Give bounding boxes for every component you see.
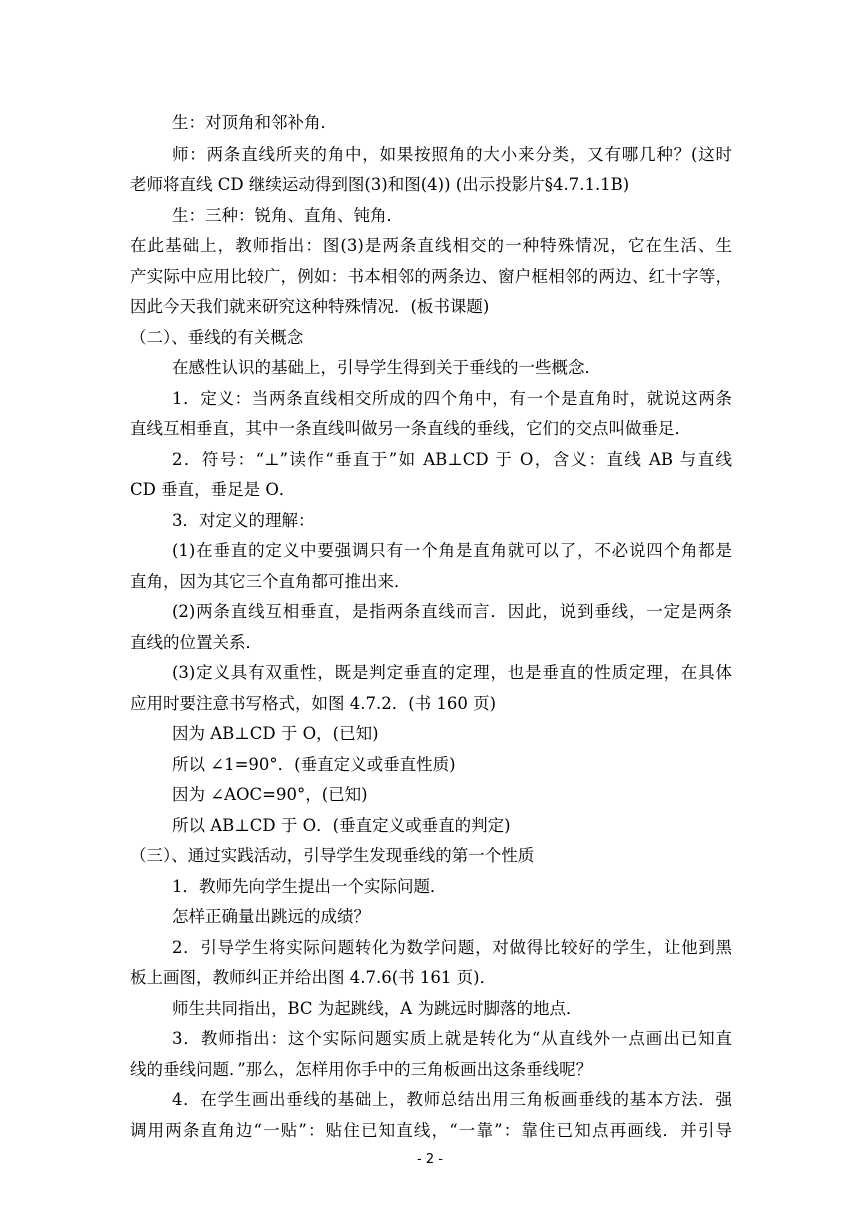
text-line: 直角，因为其它三个直角都可推出来． [130, 572, 411, 591]
text-line: 产实际中应用比较广，例如：书本相邻的两条边、窗户框相邻的两边、红十字等， [130, 267, 732, 286]
text-line: 师：两条直线所夹的角中，如果按照角的大小来分类，又有哪几种？(这时 [172, 145, 732, 164]
text-line: 师生共同指出，BC 为起跳线，A 为跳远时脚落的地点． [172, 999, 583, 1018]
text-line: 所以 AB⊥CD 于 O．(垂直定义或垂直的判定) [172, 816, 511, 835]
text-line: 在感性认识的基础上，引导学生得到关于垂线的一些概念． [172, 358, 601, 377]
text-line: 4．在学生画出垂线的基础上，教师总结出用三角板画垂线的基本方法．强 [172, 1090, 732, 1109]
text-line: 板上画图，教师纠正并给出图 4.7.6(书 161 页)． [130, 968, 497, 987]
text-line: 应用时要注意书写格式，如图 4.7.2．(书 160 页) [130, 694, 497, 713]
text-line: 怎样正确量出跳远的成绩？ [172, 907, 370, 926]
text-line: 因为 AB⊥CD 于 O，(已知) [172, 724, 379, 743]
text-line: (1)在垂直的定义中要强调只有一个角是直角就可以了，不必说四个角都是 [172, 541, 732, 560]
text-line: 在此基础上，教师指出：图(3)是两条直线相交的一种特殊情况，它在生活、生 [130, 236, 732, 255]
text-line: 3．对定义的理解： [172, 511, 315, 530]
text-line: (3)定义具有双重性，既是判定垂直的定理，也是垂直的性质定理，在具体 [172, 663, 732, 682]
text-line: 线的垂线问题．”那么，怎样用你手中的三角板画出这条垂线呢？ [130, 1060, 593, 1079]
text-line: 生：对顶角和邻补角． [172, 113, 337, 132]
text-line: CD 垂直，垂足是 O． [130, 480, 296, 499]
page-number: - 2 - [417, 1152, 443, 1167]
text-line: 3．教师指出：这个实际问题实质上就是转化为“从直线外一点画出已知直 [172, 1029, 732, 1048]
text-line: 生：三种：锐角、直角、钝角． [172, 206, 403, 225]
text-line: 因为 ∠AOC=90°，(已知) [172, 785, 368, 804]
text-line: 1．教师先向学生提出一个实际问题． [172, 877, 447, 896]
section-heading: （二）、垂线的有关概念 [130, 328, 304, 347]
text-line: 因此今天我们就来研究这种特殊情况．(板书课题) [130, 297, 490, 316]
section-heading: （三）、通过实践活动，引导学生发现垂线的第一个性质 [130, 846, 535, 865]
text-line: 老师将直线 CD 继续运动得到图(3)和图(4)) (出示投影片§4.7.1.1B) [130, 175, 630, 194]
text-line: 调用两条直角边“一贴”：贴住已知直线，“一靠”：靠住已知点再画线．并引导 [130, 1121, 732, 1140]
text-line: 2．符号：“⊥”读作“垂直于”如 AB⊥CD 于 O，含义：直线 AB 与直线 [172, 450, 732, 469]
text-line: 2．引导学生将实际问题转化为数学问题，对做得比较好的学生，让他到黑 [172, 938, 732, 957]
text-line: 直线的位置关系． [130, 633, 262, 652]
text-line: 直线互相垂直，其中一条直线叫做另一条直线的垂线，它们的交点叫做垂足． [130, 419, 691, 438]
text-line: 所以 ∠1=90°．(垂直定义或垂直性质) [172, 755, 456, 774]
text-line: 1．定义：当两条直线相交所成的四个角中，有一个是直角时，就说这两条 [172, 389, 732, 408]
text-line: (2)两条直线互相垂直，是指两条直线而言．因此，说到垂线，一定是两条 [172, 602, 732, 621]
